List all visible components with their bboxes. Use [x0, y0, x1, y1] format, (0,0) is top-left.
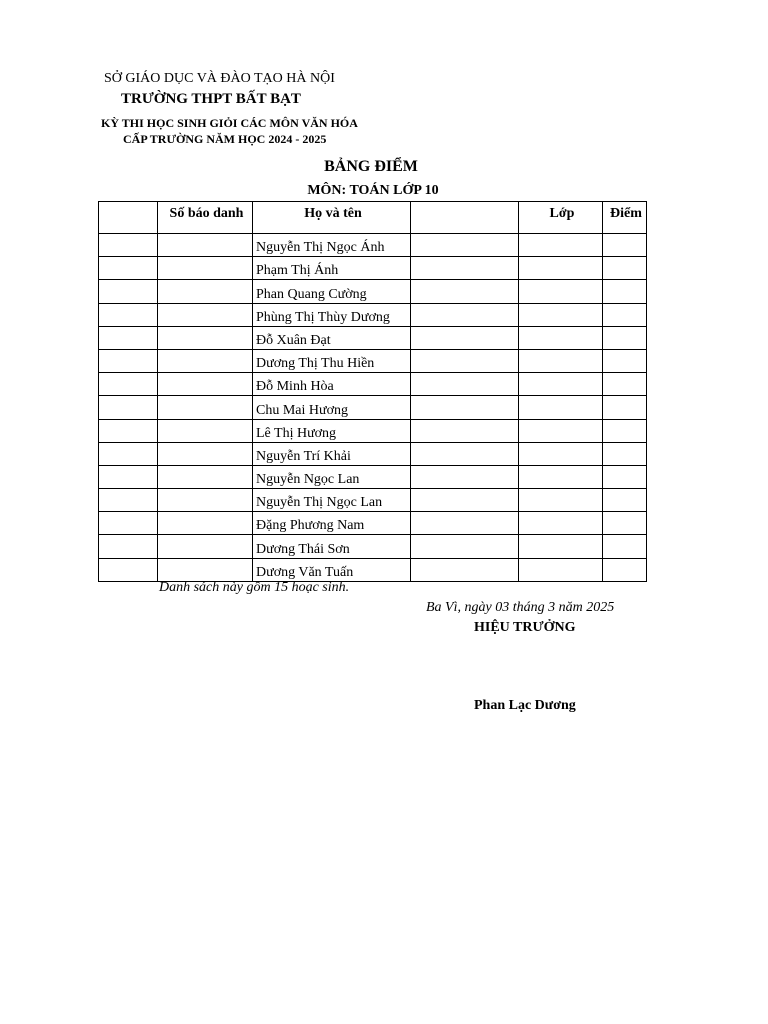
table-row: [99, 280, 647, 303]
student-name-cell: Đặng Phương Nam: [253, 512, 411, 535]
column-header-score: Điểm: [603, 202, 647, 234]
candidate-number-cell: [158, 535, 253, 558]
class-cell: [519, 535, 603, 558]
score-cell: [603, 349, 647, 372]
candidate-number-cell: [158, 442, 253, 465]
table-row: [99, 512, 647, 535]
column-header-full-name: Họ và tên: [253, 202, 411, 234]
table-header-row: [99, 202, 647, 234]
row-blank-cell-2: [411, 535, 519, 558]
row-blank-cell-2: [411, 419, 519, 442]
row-blank-cell-2: [411, 234, 519, 257]
signer-title: HIỆU TRƯỞNG: [474, 620, 576, 635]
candidate-number-cell: [158, 303, 253, 326]
row-blank-cell: [99, 558, 158, 581]
row-blank-cell-2: [411, 349, 519, 372]
class-cell: [519, 465, 603, 488]
row-blank-cell: [99, 465, 158, 488]
student-name-cell: Phạm Thị Ánh: [253, 257, 411, 280]
score-cell: [603, 512, 647, 535]
score-cell: [603, 442, 647, 465]
candidate-number-cell: [158, 419, 253, 442]
student-name-cell: Đỗ Xuân Đạt: [253, 326, 411, 349]
row-blank-cell-2: [411, 512, 519, 535]
signing-date: Ba Vì, ngày 03 tháng 3 năm 2025: [426, 600, 615, 615]
row-blank-cell-2: [411, 257, 519, 280]
row-blank-cell: [99, 489, 158, 512]
score-table: [98, 201, 647, 582]
exam-title-line1: KỲ THI HỌC SINH GIỎI CÁC MÔN VĂN HÓA: [101, 116, 358, 130]
row-blank-cell-2: [411, 326, 519, 349]
row-blank-cell: [99, 349, 158, 372]
table-row: [99, 326, 647, 349]
class-cell: [519, 373, 603, 396]
score-cell: [603, 373, 647, 396]
table-row: [99, 349, 647, 372]
candidate-number-cell: [158, 396, 253, 419]
row-blank-cell-2: [411, 396, 519, 419]
table-row: [99, 234, 647, 257]
page-title: BẢNG ĐIỂM: [324, 158, 418, 175]
class-cell: [519, 558, 603, 581]
candidate-number-cell: [158, 373, 253, 396]
row-blank-cell: [99, 326, 158, 349]
candidate-number-cell: [158, 512, 253, 535]
row-blank-cell-2: [411, 558, 519, 581]
student-count-note: Danh sách này gồm 15 hoạc sinh.: [159, 580, 350, 595]
student-name-cell: Lê Thị Hương: [253, 419, 411, 442]
row-blank-cell-2: [411, 465, 519, 488]
row-blank-cell: [99, 234, 158, 257]
student-name-cell: Nguyễn Ngọc Lan: [253, 465, 411, 488]
row-blank-cell: [99, 419, 158, 442]
table-row: [99, 558, 647, 581]
student-name-cell: Nguyễn Thị Ngọc Lan: [253, 489, 411, 512]
table-row: [99, 419, 647, 442]
class-cell: [519, 349, 603, 372]
class-cell: [519, 257, 603, 280]
table-row: [99, 465, 647, 488]
score-cell: [603, 489, 647, 512]
row-blank-cell-2: [411, 373, 519, 396]
student-name-cell: Dương Thị Thu Hiền: [253, 349, 411, 372]
class-cell: [519, 396, 603, 419]
score-cell: [603, 234, 647, 257]
student-name-cell: Nguyễn Trí Khải: [253, 442, 411, 465]
table-row: [99, 442, 647, 465]
table-row: [99, 257, 647, 280]
table-row: [99, 396, 647, 419]
class-cell: [519, 419, 603, 442]
table-row: [99, 535, 647, 558]
row-blank-cell-2: [411, 489, 519, 512]
score-cell: [603, 558, 647, 581]
student-name-cell: Phùng Thị Thùy Dương: [253, 303, 411, 326]
student-name-cell: Đỗ Minh Hòa: [253, 373, 411, 396]
signer-name: Phan Lạc Dương: [474, 698, 576, 713]
exam-title-line2: CẤP TRƯỜNG NĂM HỌC 2024 - 2025: [123, 132, 327, 146]
row-blank-cell: [99, 373, 158, 396]
row-blank-cell: [99, 303, 158, 326]
class-cell: [519, 234, 603, 257]
candidate-number-cell: [158, 465, 253, 488]
class-cell: [519, 280, 603, 303]
table-row: [99, 303, 647, 326]
candidate-number-cell: [158, 326, 253, 349]
score-cell: [603, 465, 647, 488]
score-cell: [603, 396, 647, 419]
score-cell: [603, 326, 647, 349]
row-blank-cell: [99, 257, 158, 280]
score-cell: [603, 257, 647, 280]
class-cell: [519, 489, 603, 512]
table-row: [99, 373, 647, 396]
subject-title: MÔN: TOÁN LỚP 10: [307, 183, 439, 198]
column-header-class: Lớp: [519, 202, 603, 234]
column-header-blank: [99, 202, 158, 234]
class-cell: [519, 512, 603, 535]
score-cell: [603, 419, 647, 442]
row-blank-cell: [99, 396, 158, 419]
candidate-number-cell: [158, 349, 253, 372]
class-cell: [519, 303, 603, 326]
department-name: SỞ GIÁO DỤC VÀ ĐÀO TẠO HÀ NỘI: [104, 71, 335, 86]
column-header-candidate-number: Số báo danh: [158, 202, 253, 234]
candidate-number-cell: [158, 257, 253, 280]
candidate-number-cell: [158, 234, 253, 257]
student-name-cell: Nguyễn Thị Ngọc Ánh: [253, 234, 411, 257]
class-cell: [519, 442, 603, 465]
candidate-number-cell: [158, 280, 253, 303]
student-name-cell: Phan Quang Cường: [253, 280, 411, 303]
row-blank-cell-2: [411, 280, 519, 303]
table-row: [99, 489, 647, 512]
score-cell: [603, 303, 647, 326]
row-blank-cell-2: [411, 442, 519, 465]
row-blank-cell: [99, 512, 158, 535]
column-header-blank-2: [411, 202, 519, 234]
school-name: TRƯỜNG THPT BẤT BẠT: [121, 91, 301, 107]
student-name-cell: Dương Thái Sơn: [253, 535, 411, 558]
row-blank-cell: [99, 535, 158, 558]
row-blank-cell: [99, 280, 158, 303]
class-cell: [519, 326, 603, 349]
row-blank-cell-2: [411, 303, 519, 326]
candidate-number-cell: [158, 558, 253, 581]
student-name-cell: Chu Mai Hương: [253, 396, 411, 419]
row-blank-cell: [99, 442, 158, 465]
score-cell: [603, 280, 647, 303]
candidate-number-cell: [158, 489, 253, 512]
score-cell: [603, 535, 647, 558]
student-name-cell: Dương Văn Tuấn: [253, 558, 411, 581]
